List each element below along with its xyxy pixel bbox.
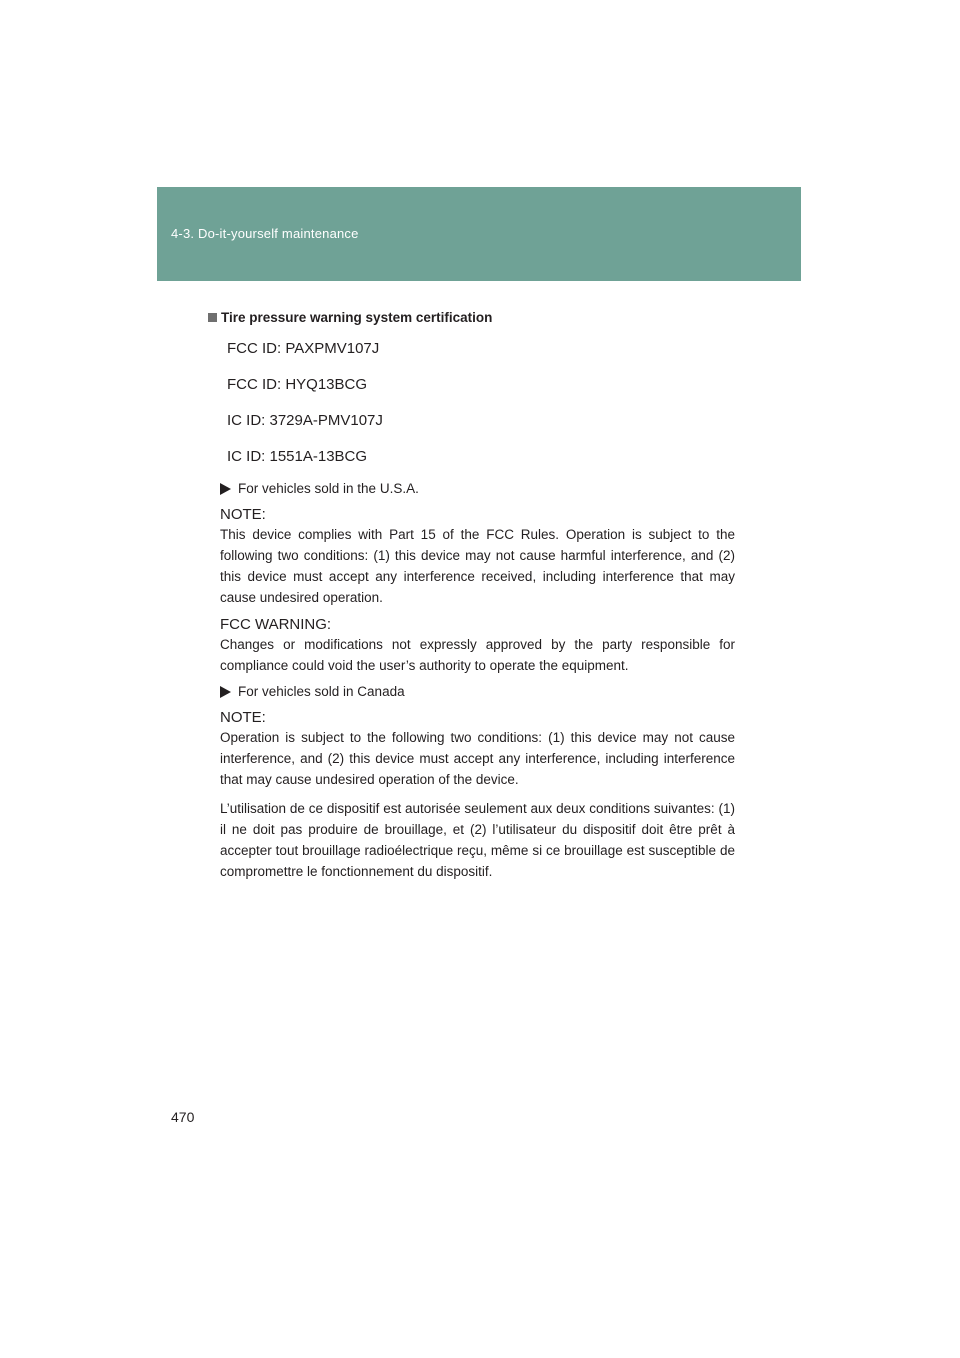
id-line: FCC ID: PAXPMV107J bbox=[227, 340, 380, 357]
usa-section-label bbox=[220, 481, 735, 496]
usa-note-text: This device complies with Part 15 of the FCC Rules. Operation is subject to the following two conditions: (1) this device may not cause harmful interference, and (2) this device must accept any interference received, including interference that may cause undesired operation. bbox=[220, 527, 735, 605]
fcc-warning-text: Changes or modifications not expressly approved by the party responsible for compliance could void the user’s authority to operate the equipment. bbox=[220, 637, 735, 673]
id-line: IC ID: 1551A-13BCG bbox=[227, 448, 368, 465]
canada-note-text: Operation is subject to the following two conditions: (1) this device may not cause interference, and (2) this device must accept any interference, including interference that may cause undesired operation of the device. bbox=[220, 730, 735, 787]
page-number: 470 bbox=[171, 1109, 195, 1125]
id-line: IC ID: 3729A-PMV107J bbox=[227, 412, 383, 429]
canada-section-label bbox=[220, 684, 735, 699]
subsection-heading bbox=[208, 310, 735, 325]
fcc-warning-title: FCC WARNING: bbox=[220, 616, 332, 633]
arrow-right-icon bbox=[220, 483, 231, 495]
heading-text: Tire pressure warning system certification bbox=[221, 310, 493, 325]
canada-label-text: For vehicles sold in Canada bbox=[238, 684, 405, 699]
usa-label-text: For vehicles sold in the U.S.A. bbox=[238, 481, 419, 496]
square-bullet-icon bbox=[208, 313, 217, 322]
section-title: 4-3. Do-it-yourself maintenance bbox=[171, 226, 359, 241]
usa-note-title: NOTE: bbox=[220, 506, 266, 523]
canada-note-title: NOTE: bbox=[220, 709, 266, 726]
id-line: FCC ID: HYQ13BCG bbox=[227, 376, 368, 393]
page-content bbox=[220, 310, 735, 890]
arrow-right-icon bbox=[220, 686, 231, 698]
canada-french-text: L’utilisation de ce dispositif est autorisée seulement aux deux conditions suivantes: (1) il ne doit pas produire de brouillage, et (2) l’utilisateur du dispositif doit être prêt à accepter tout brouillage radioélectrique reçu, même si ce brouillage est susceptible de compromettre le fonctionnement du dispositif. bbox=[220, 801, 735, 879]
